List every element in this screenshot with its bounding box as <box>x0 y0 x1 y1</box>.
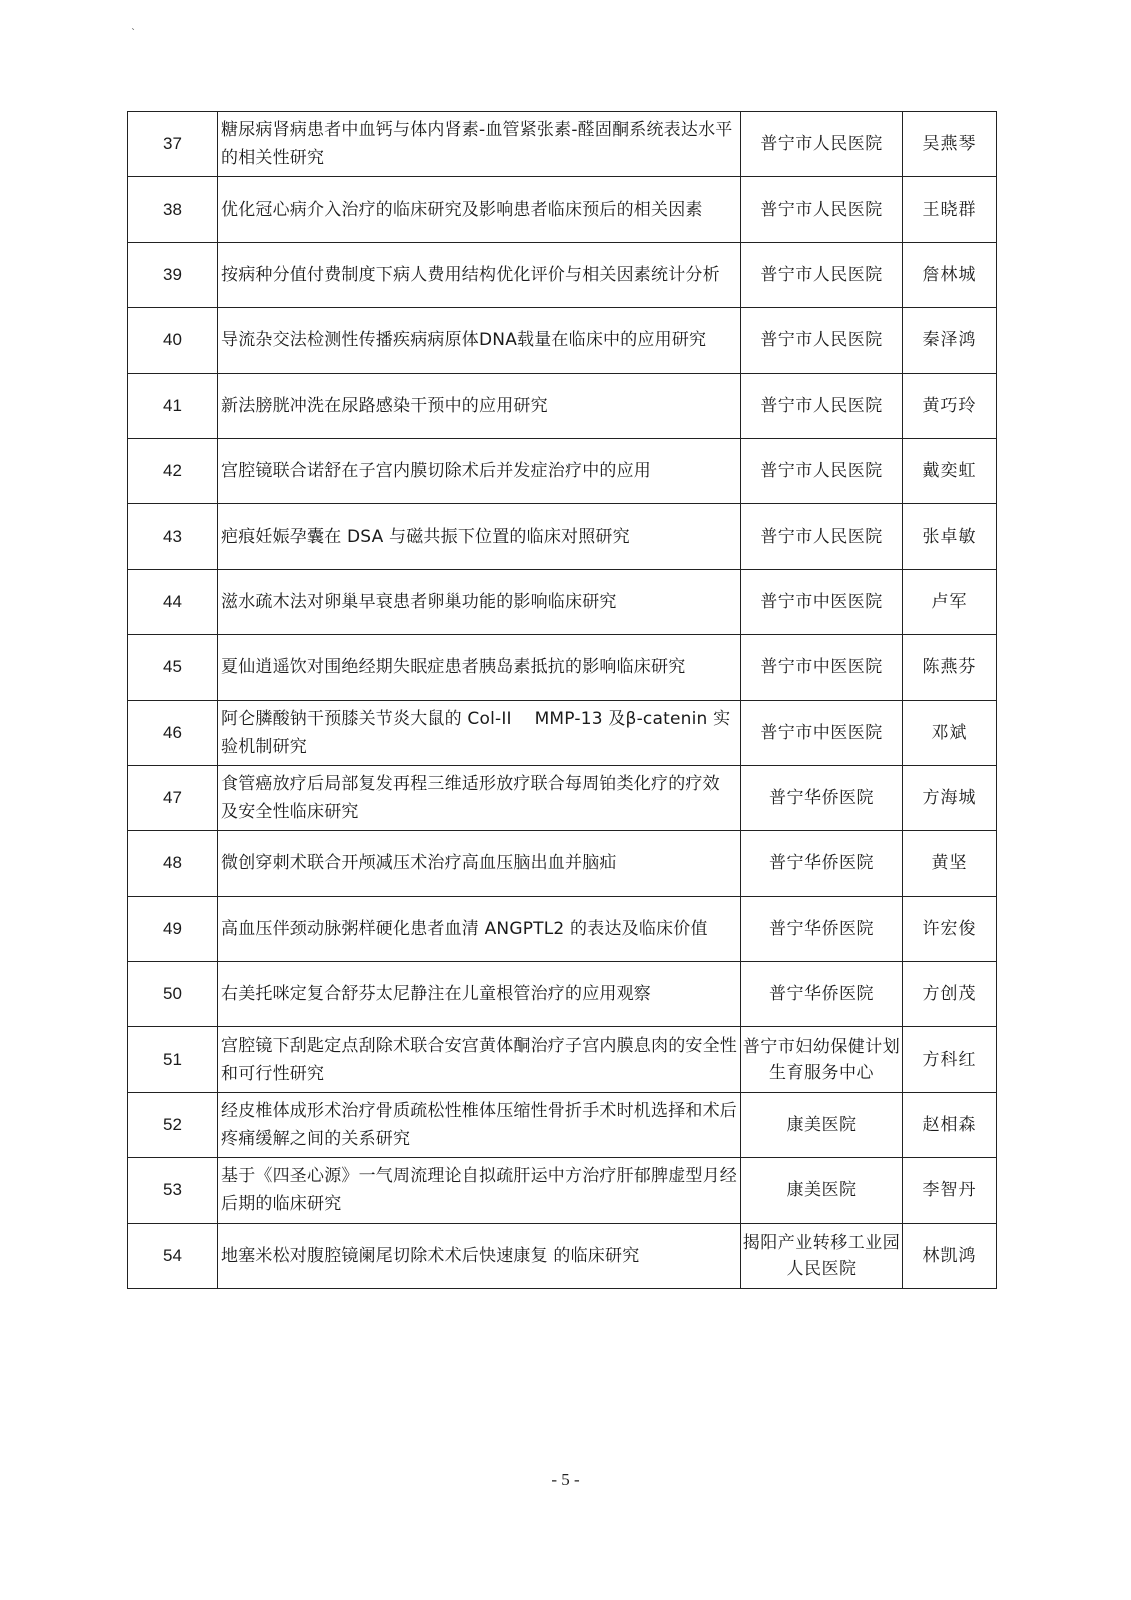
row-number: 45 <box>128 635 218 700</box>
project-title: 经皮椎体成形术治疗骨质疏松性椎体压缩性骨折手术时机选择和术后疼痛缓解之间的关系研究 <box>218 1092 741 1157</box>
table-row <box>128 700 997 765</box>
institution: 普宁市人民医院 <box>741 242 903 307</box>
principal-investigator: 王晓群 <box>903 177 997 242</box>
table-row <box>128 1027 997 1092</box>
project-title: 宫腔镜联合诺舒在子宫内膜切除术后并发症治疗中的应用 <box>218 438 741 503</box>
project-title: 微创穿刺术联合开颅减压术治疗高血压脑出血并脑疝 <box>218 831 741 896</box>
principal-investigator: 方科红 <box>903 1027 997 1092</box>
principal-investigator: 卢军 <box>903 569 997 634</box>
principal-investigator: 黄巧玲 <box>903 373 997 438</box>
row-number: 37 <box>128 112 218 177</box>
row-number: 41 <box>128 373 218 438</box>
table-row <box>128 373 997 438</box>
table-row <box>128 765 997 830</box>
table-row <box>128 242 997 307</box>
row-number: 47 <box>128 765 218 830</box>
table-row <box>128 1223 997 1288</box>
principal-investigator: 赵相森 <box>903 1092 997 1157</box>
row-number: 53 <box>128 1158 218 1223</box>
principal-investigator: 詹林城 <box>903 242 997 307</box>
table-row <box>128 1158 997 1223</box>
principal-investigator: 戴奕虹 <box>903 438 997 503</box>
institution: 揭阳产业转移工业园人民医院 <box>741 1223 903 1288</box>
principal-investigator: 黄坚 <box>903 831 997 896</box>
table-row <box>128 308 997 373</box>
principal-investigator: 张卓敏 <box>903 504 997 569</box>
institution: 普宁市人民医院 <box>741 438 903 503</box>
principal-investigator: 林凯鸿 <box>903 1223 997 1288</box>
principal-investigator: 邓斌 <box>903 700 997 765</box>
row-number: 43 <box>128 504 218 569</box>
institution: 普宁华侨医院 <box>741 831 903 896</box>
project-title: 右美托咪定复合舒芬太尼静注在儿童根管治疗的应用观察 <box>218 962 741 1027</box>
project-title: 导流杂交法检测性传播疾病病原体DNA载量在临床中的应用研究 <box>218 308 741 373</box>
table-row <box>128 569 997 634</box>
institution: 普宁市人民医院 <box>741 308 903 373</box>
institution: 康美医院 <box>741 1158 903 1223</box>
row-number: 50 <box>128 962 218 1027</box>
table-row <box>128 896 997 961</box>
project-title: 疤痕妊娠孕囊在 DSA 与磁共振下位置的临床对照研究 <box>218 504 741 569</box>
project-title: 基于《四圣心源》一气周流理论自拟疏肝运中方治疗肝郁脾虚型月经后期的临床研究 <box>218 1158 741 1223</box>
project-title: 优化冠心病介入治疗的临床研究及影响患者临床预后的相关因素 <box>218 177 741 242</box>
row-number: 49 <box>128 896 218 961</box>
project-title: 滋水疏木法对卵巢早衰患者卵巢功能的影响临床研究 <box>218 569 741 634</box>
principal-investigator: 陈燕芬 <box>903 635 997 700</box>
institution: 普宁市中医医院 <box>741 635 903 700</box>
principal-investigator: 李智丹 <box>903 1158 997 1223</box>
project-title: 食管癌放疗后局部复发再程三维适形放疗联合每周铂类化疗的疗效 及安全性临床研究 <box>218 765 741 830</box>
row-number: 51 <box>128 1027 218 1092</box>
project-title: 夏仙逍遥饮对围绝经期失眠症患者胰岛素抵抗的影响临床研究 <box>218 635 741 700</box>
row-number: 39 <box>128 242 218 307</box>
page-number: - 5 - <box>551 1470 580 1489</box>
table-row <box>128 831 997 896</box>
table-row <box>128 962 997 1027</box>
scan-mark: ` <box>131 28 136 39</box>
project-title: 新法膀胱冲洗在尿路感染干预中的应用研究 <box>218 373 741 438</box>
table-row <box>128 438 997 503</box>
institution: 普宁市人民医院 <box>741 112 903 177</box>
institution: 普宁市中医医院 <box>741 569 903 634</box>
institution: 普宁市人民医院 <box>741 177 903 242</box>
row-number: 48 <box>128 831 218 896</box>
project-title: 阿仑膦酸钠干预膝关节炎大鼠的 Col-II MMP-13 及β-catenin 实验机制研究 <box>218 700 741 765</box>
row-number: 38 <box>128 177 218 242</box>
institution: 普宁市人民医院 <box>741 504 903 569</box>
table-row <box>128 112 997 177</box>
row-number: 52 <box>128 1092 218 1157</box>
project-title: 地塞米松对腹腔镜阑尾切除术术后快速康复 的临床研究 <box>218 1223 741 1288</box>
principal-investigator: 方创茂 <box>903 962 997 1027</box>
institution: 普宁华侨医院 <box>741 765 903 830</box>
row-number: 44 <box>128 569 218 634</box>
table-row <box>128 1092 997 1157</box>
project-title: 糖尿病肾病患者中血钙与体内肾素-血管紧张素-醛固酮系统表达水平的相关性研究 <box>218 112 741 177</box>
principal-investigator: 秦泽鸿 <box>903 308 997 373</box>
table-row <box>128 635 997 700</box>
row-number: 42 <box>128 438 218 503</box>
institution: 康美医院 <box>741 1092 903 1157</box>
institution: 普宁华侨医院 <box>741 962 903 1027</box>
project-title: 按病种分值付费制度下病人费用结构优化评价与相关因素统计分析 <box>218 242 741 307</box>
institution: 普宁华侨医院 <box>741 896 903 961</box>
principal-investigator: 方海城 <box>903 765 997 830</box>
table-row <box>128 177 997 242</box>
project-table-body <box>128 112 997 1289</box>
project-table <box>127 111 997 1289</box>
table-row <box>128 504 997 569</box>
institution: 普宁市妇幼保健计划生育服务中心 <box>741 1027 903 1092</box>
project-title: 宫腔镜下刮匙定点刮除术联合安宫黄体酮治疗子宫内膜息肉的安全性和可行性研究 <box>218 1027 741 1092</box>
row-number: 46 <box>128 700 218 765</box>
institution: 普宁市中医医院 <box>741 700 903 765</box>
principal-investigator: 许宏俊 <box>903 896 997 961</box>
principal-investigator: 吴燕琴 <box>903 112 997 177</box>
row-number: 40 <box>128 308 218 373</box>
project-title: 高血压伴颈动脉粥样硬化患者血清 ANGPTL2 的表达及临床价值 <box>218 896 741 961</box>
institution: 普宁市人民医院 <box>741 373 903 438</box>
row-number: 54 <box>128 1223 218 1288</box>
